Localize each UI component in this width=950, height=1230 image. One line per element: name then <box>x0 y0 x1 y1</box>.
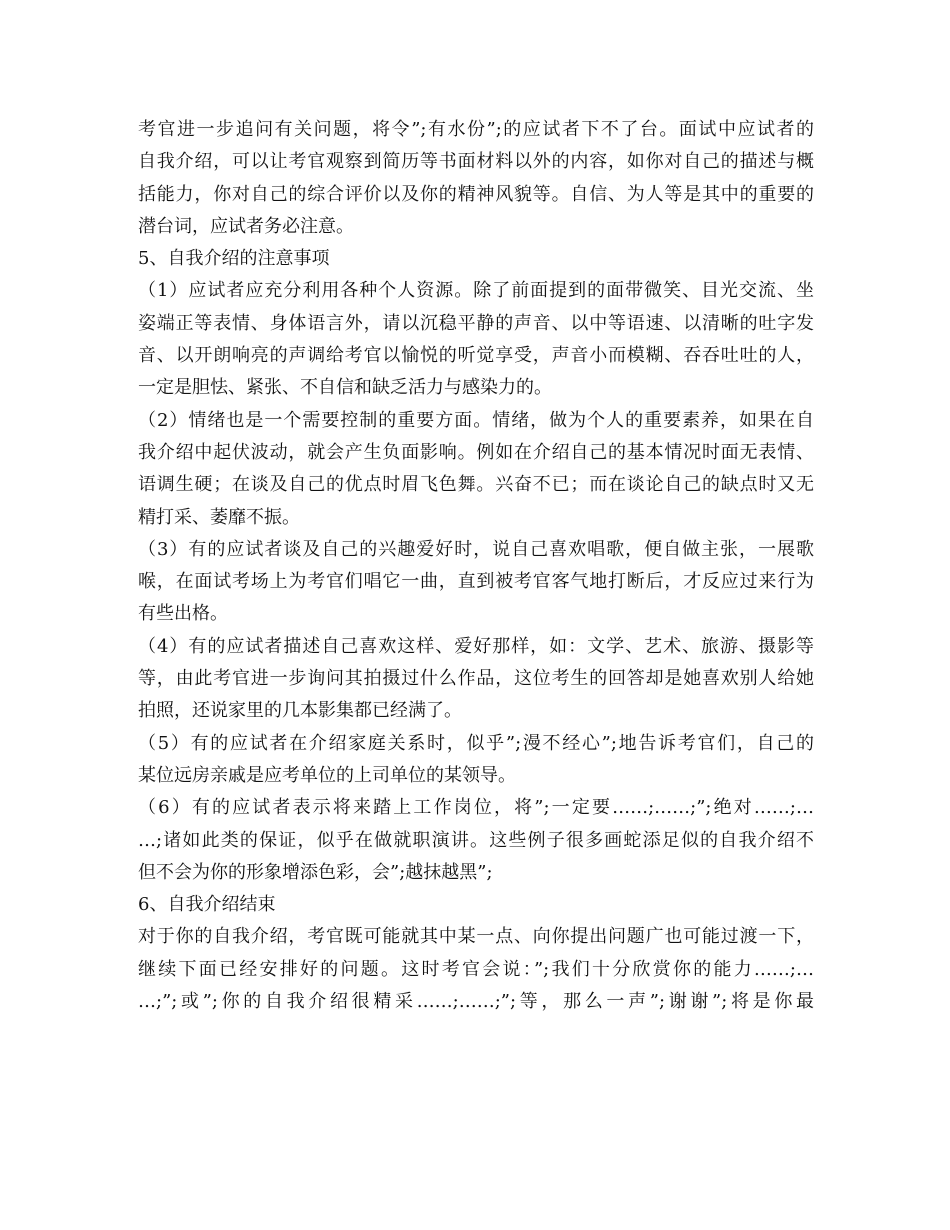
text-line: 语调生硬；在谈及自己的优点时眉飞色舞。兴奋不已；而在谈论自己的缺点时又无 <box>138 474 814 496</box>
text-line: 拍照，还说家里的几本影集都已经满了。 <box>138 700 462 722</box>
text-line: 等，由此考官进一步询问其拍摄过什么作品，这位考生的回答却是她喜欢别人给她 <box>138 668 814 690</box>
text-line: （6）有的应试者表示将来踏上工作岗位，将”;一定要……;……;”;绝对……;… <box>138 797 814 819</box>
text-line: 5、自我介绍的注意事项 <box>138 248 330 270</box>
text-line: 但不会为你的形象增添色彩，会”;越抹越黑”; <box>138 861 493 883</box>
text-line: 我介绍中起伏波动，就会产生负面影响。例如在介绍自己的基本情况时面无表情、 <box>138 441 814 463</box>
text-line: （4）有的应试者描述自己喜欢这样、爱好那样，如：文学、艺术、旅游、摄影等 <box>138 635 814 657</box>
text-line: …;”;或”;你的自我介绍很精采……;……;”;等，那么一声”;谢谢”;将是你最 <box>138 991 814 1013</box>
text-line: 6、自我介绍结束 <box>138 894 276 916</box>
text-line: 有些出格。 <box>138 603 228 625</box>
text-line: 括能力，你对自己的综合评价以及你的精神风貌等。自信、为人等是其中的重要的 <box>138 183 814 205</box>
text-line: （3）有的应试者谈及自己的兴趣爱好时，说自己喜欢唱歌，便自做主张，一展歌 <box>138 538 814 560</box>
text-line: 对于你的自我介绍，考官既可能就其中某一点、向你提出问题广也可能过渡一下， <box>138 926 814 948</box>
text-line: 音、以开朗响亮的声调给考官以愉悦的听觉享受，声音小而模糊、吞吞吐吐的人， <box>138 345 814 367</box>
text-line: 自我介绍，可以让考官观察到简历等书面材料以外的内容，如你对自己的描述与概 <box>138 151 814 173</box>
text-line: （5）有的应试者在介绍家庭关系时，似乎”;漫不经心”;地告诉考官们，自己的 <box>138 732 814 754</box>
text-line: 考官进一步追问有关问题，将令”;有水份”;的应试者下不了台。面试中应试者的 <box>138 119 814 140</box>
document-body <box>138 114 814 1018</box>
text-line: （1）应试者应充分利用各种个人资源。除了前面提到的面带微笑、目光交流、坐 <box>138 280 814 302</box>
text-line: 姿端正等表情、身体语言外，请以沉稳平静的声音、以中等语速、以清晰的吐字发 <box>138 312 814 334</box>
text-line: 继续下面已经安排好的问题。这时考官会说：”;我们十分欣赏你的能力……;… <box>138 958 814 980</box>
text-line: 喉，在面试考场上为考官们唱它一曲，直到被考官客气地打断后，才反应过来行为 <box>138 571 814 593</box>
text-line: （2）情绪也是一个需要控制的重要方面。情绪，做为个人的重要素养，如果在自 <box>138 409 814 431</box>
text-line: 某位远房亲戚是应考单位的上司单位的某领导。 <box>138 764 516 786</box>
text-line: 精打采、萎靡不振。 <box>138 506 300 528</box>
text-line: 一定是胆怯、紧张、不自信和缺乏活力与感染力的。 <box>138 377 552 399</box>
text-line: 潜台词，应试者务必注意。 <box>138 215 354 237</box>
text-line: …;诸如此类的保证，似乎在做就职演讲。这些例子很多画蛇添足似的自我介绍不 <box>138 829 814 851</box>
